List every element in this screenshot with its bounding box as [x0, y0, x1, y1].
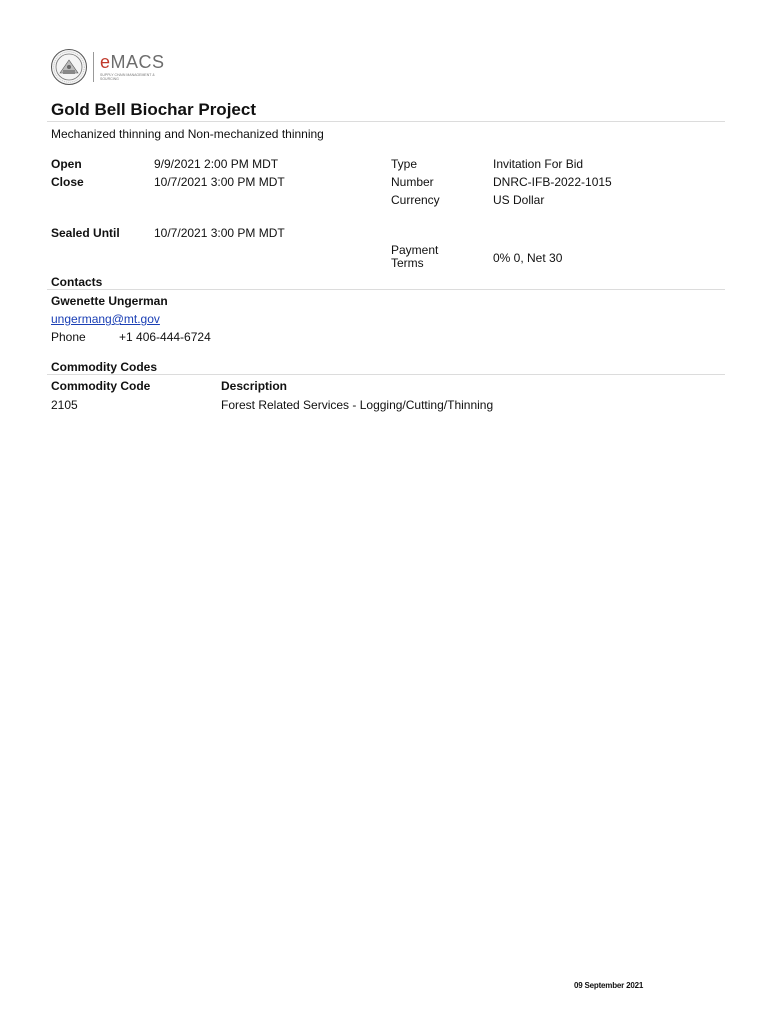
- phone-label: Phone: [51, 330, 86, 344]
- page-title: Gold Bell Biochar Project: [51, 100, 256, 119]
- commodity-code-column-header: Commodity Code: [51, 379, 151, 393]
- close-label: Close: [51, 175, 84, 189]
- contact-name: Gwenette Ungerman: [51, 294, 168, 308]
- type-value: Invitation For Bid: [493, 157, 584, 171]
- type-label: Type: [391, 157, 418, 171]
- footer-date: 09 September 2021: [574, 981, 644, 990]
- commodity-codes-heading: Commodity Codes: [51, 360, 158, 374]
- logo-wordmark: eMACS: [100, 52, 165, 72]
- commodity-code-cell: 2105: [51, 398, 78, 412]
- number-label: Number: [391, 175, 434, 189]
- payment-terms-value: 0% 0, Net 30: [493, 251, 563, 265]
- close-value: 10/7/2021 3:00 PM MDT: [154, 175, 285, 189]
- title-divider: [47, 121, 725, 122]
- currency-label: Currency: [391, 193, 440, 207]
- contacts-divider: [47, 289, 725, 290]
- contacts-heading: Contacts: [51, 275, 103, 289]
- sealed-until-label: Sealed Until: [51, 226, 120, 240]
- open-value: 9/9/2021 2:00 PM MDT: [154, 157, 279, 171]
- contact-email-link[interactable]: ungermang@mt.gov: [51, 312, 160, 326]
- number-value: DNRC-IFB-2022-1015: [493, 175, 612, 189]
- open-label: Open: [51, 157, 82, 171]
- currency-value: US Dollar: [493, 193, 545, 207]
- commodity-description-cell: Forest Related Services - Logging/Cutting/Thinning: [221, 398, 494, 412]
- state-seal-icon: [50, 48, 88, 86]
- logo-tagline: SUPPLY CHAIN MANAGEMENT & SOURCING: [100, 73, 155, 81]
- sealed-until-value: 10/7/2021 3:00 PM MDT: [154, 226, 285, 240]
- payment-terms-label-line1: Payment: [391, 243, 439, 257]
- emacs-logo: [50, 48, 170, 86]
- commodity-divider: [47, 374, 725, 375]
- logo-divider: [93, 52, 94, 82]
- phone-value: +1 406-444-6724: [119, 330, 211, 344]
- payment-terms-label: [391, 244, 438, 270]
- payment-terms-label-line2: Terms: [391, 256, 424, 270]
- description-column-header: Description: [221, 379, 288, 393]
- project-description: Mechanized thinning and Non-mechanized thinning: [51, 127, 324, 141]
